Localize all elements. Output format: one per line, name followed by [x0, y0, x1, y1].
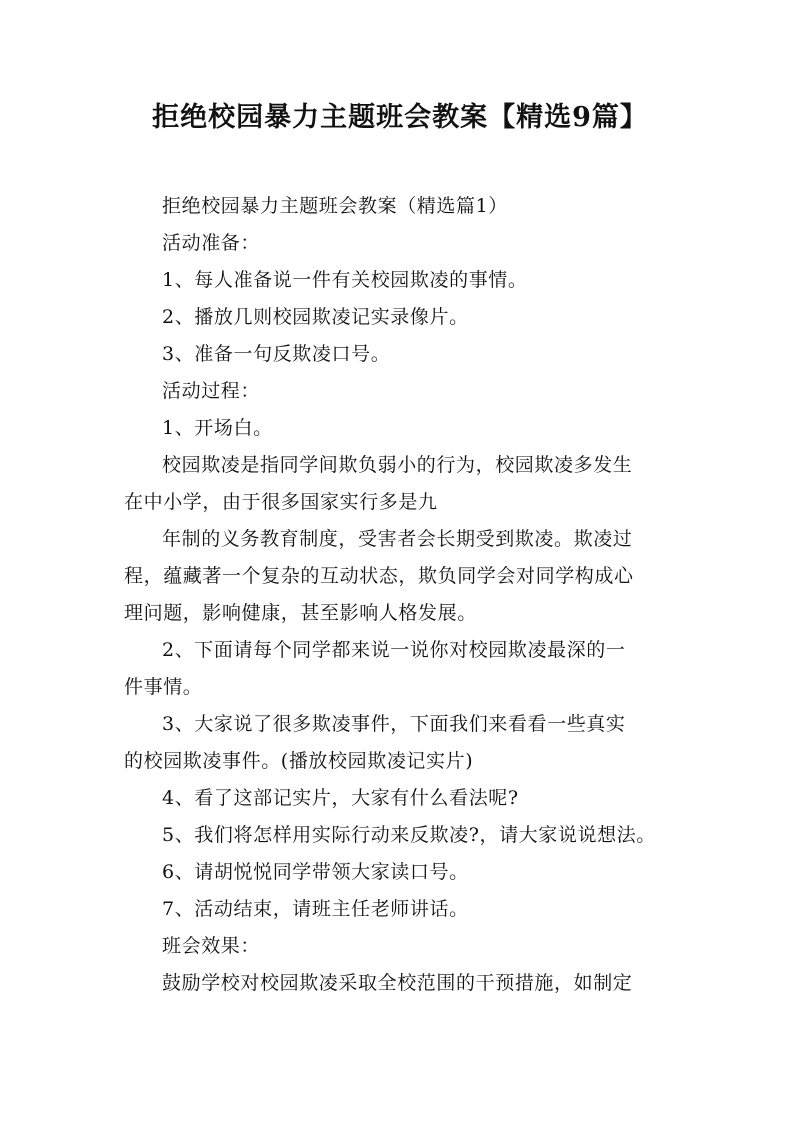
paragraph-line: 2、播放几则校园欺凌记实录像片。	[162, 306, 469, 328]
paragraph-line: 活动过程：	[162, 380, 261, 402]
paragraph-line: 班会效果：	[162, 935, 261, 957]
paragraph-line: 在中小学，由于很多国家实行多是九	[124, 491, 438, 513]
paragraph-line: 6、请胡悦悦同学带领大家读口号。	[162, 861, 469, 883]
paragraph-line: 拒绝校园暴力主题班会教案（精选篇1）	[162, 195, 508, 217]
paragraph-line: 2、下面请每个同学都来说一说你对校园欺凌最深的一	[162, 639, 626, 661]
paragraph-line: 5、我们将怎样用实际行动来反欺凌?，请大家说说想法。	[162, 824, 656, 846]
paragraph-line: 校园欺凌是指同学间欺负弱小的行为，校园欺凌多发生	[162, 454, 633, 476]
paragraph-line: 活动准备：	[162, 232, 261, 254]
paragraph-line: 的校园欺凌事件。(播放校园欺凌记实片)	[124, 750, 474, 772]
paragraph-line: 鼓励学校对校园欺凌采取全校范围的干预措施，如制定	[162, 972, 633, 994]
paragraph-line: 3、大家说了很多欺凌事件，下面我们来看看一些真实	[162, 713, 626, 735]
paragraph-line: 7、活动结束，请班主任老师讲话。	[162, 898, 469, 920]
paragraph-line: 3、准备一句反欺凌口号。	[162, 343, 391, 365]
paragraph-line: 1、每人准备说一件有关校园欺凌的事情。	[162, 269, 528, 291]
paragraph-line: 理问题，影响健康，甚至影响人格发展。	[124, 602, 477, 624]
paragraph-line: 年制的义务教育制度，受害者会长期受到欺凌。欺凌过	[162, 528, 633, 550]
paragraph-line: 件事情。	[124, 676, 203, 698]
paragraph-line: 1、开场白。	[162, 417, 273, 439]
document-body	[124, 188, 680, 1002]
paragraph-line: 4、看了这部记实片，大家有什么看法呢?	[162, 787, 519, 809]
paragraph-line: 程，蕴藏著一个复杂的互动状态，欺负同学会对同学构成心	[124, 565, 634, 587]
document-title: 拒绝校园暴力主题班会教案【精选9篇】	[152, 102, 648, 133]
